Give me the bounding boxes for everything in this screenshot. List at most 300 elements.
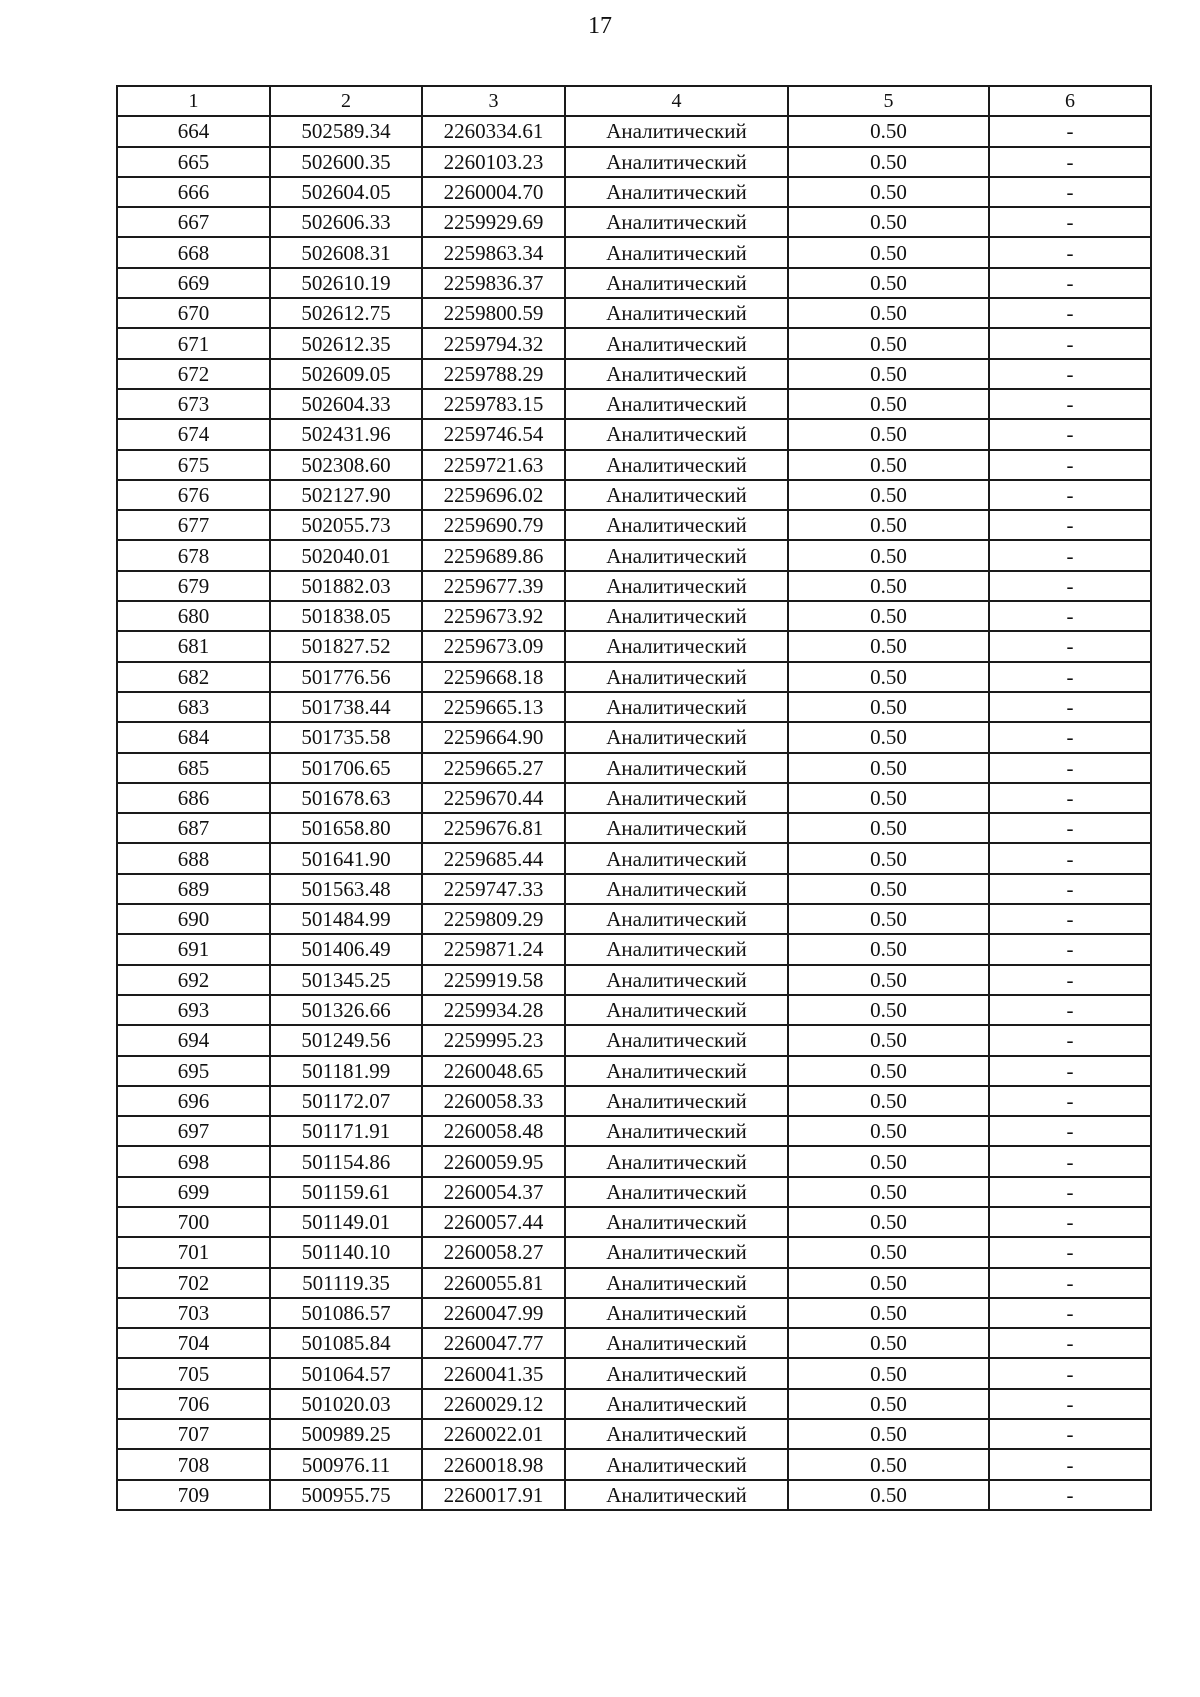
point-number-cell: 678 (117, 540, 270, 570)
accuracy-cell: 0.50 (788, 510, 989, 540)
table-row (117, 874, 1151, 904)
accuracy-cell: 0.50 (788, 692, 989, 722)
accuracy-cell: 0.50 (788, 1116, 989, 1146)
note-cell: - (989, 753, 1151, 783)
x-coordinate-cell: 501085.84 (270, 1328, 422, 1358)
table-row (117, 692, 1151, 722)
accuracy-cell: 0.50 (788, 965, 989, 995)
note-cell: - (989, 389, 1151, 419)
table-row (117, 662, 1151, 692)
point-number-cell: 703 (117, 1298, 270, 1328)
y-coordinate-cell: 2259836.37 (422, 268, 565, 298)
point-number-cell: 671 (117, 328, 270, 358)
x-coordinate-cell: 501086.57 (270, 1298, 422, 1328)
note-cell: - (989, 965, 1151, 995)
x-coordinate-cell: 501181.99 (270, 1056, 422, 1086)
method-cell: Аналитический (565, 601, 788, 631)
table-row (117, 631, 1151, 661)
method-cell: Аналитический (565, 692, 788, 722)
y-coordinate-cell: 2259809.29 (422, 904, 565, 934)
y-coordinate-cell: 2260103.23 (422, 147, 565, 177)
table-body (117, 116, 1151, 1510)
x-coordinate-cell: 501827.52 (270, 631, 422, 661)
page-number: 17 (588, 13, 612, 39)
note-cell: - (989, 1207, 1151, 1237)
table-row (117, 934, 1151, 964)
method-cell: Аналитический (565, 904, 788, 934)
y-coordinate-cell: 2260055.81 (422, 1268, 565, 1298)
accuracy-cell: 0.50 (788, 389, 989, 419)
y-coordinate-cell: 2259995.23 (422, 1025, 565, 1055)
point-number-cell: 704 (117, 1328, 270, 1358)
note-cell: - (989, 813, 1151, 843)
table-row (117, 1237, 1151, 1267)
y-coordinate-cell: 2259670.44 (422, 783, 565, 813)
accuracy-cell: 0.50 (788, 298, 989, 328)
point-number-cell: 696 (117, 1086, 270, 1116)
accuracy-cell: 0.50 (788, 1207, 989, 1237)
y-coordinate-cell: 2259746.54 (422, 419, 565, 449)
x-coordinate-cell: 501119.35 (270, 1268, 422, 1298)
accuracy-cell: 0.50 (788, 1419, 989, 1449)
x-coordinate-cell: 500976.11 (270, 1449, 422, 1479)
point-number-cell: 680 (117, 601, 270, 631)
y-coordinate-cell: 2259783.15 (422, 389, 565, 419)
point-number-cell: 688 (117, 843, 270, 873)
x-coordinate-cell: 502612.35 (270, 328, 422, 358)
method-cell: Аналитический (565, 1177, 788, 1207)
table-row (117, 1298, 1151, 1328)
accuracy-cell: 0.50 (788, 934, 989, 964)
note-cell: - (989, 783, 1151, 813)
table-row (117, 965, 1151, 995)
note-cell: - (989, 450, 1151, 480)
y-coordinate-cell: 2260047.99 (422, 1298, 565, 1328)
y-coordinate-cell: 2259673.92 (422, 601, 565, 631)
point-number-cell: 691 (117, 934, 270, 964)
y-coordinate-cell: 2260022.01 (422, 1419, 565, 1449)
x-coordinate-cell: 501882.03 (270, 571, 422, 601)
table-row (117, 237, 1151, 267)
note-cell: - (989, 1146, 1151, 1176)
point-number-cell: 681 (117, 631, 270, 661)
table-row (117, 116, 1151, 146)
accuracy-cell: 0.50 (788, 843, 989, 873)
y-coordinate-cell: 2259919.58 (422, 965, 565, 995)
y-coordinate-cell: 2259673.09 (422, 631, 565, 661)
column-header-3: 3 (422, 86, 565, 116)
accuracy-cell: 0.50 (788, 904, 989, 934)
x-coordinate-cell: 502606.33 (270, 207, 422, 237)
x-coordinate-cell: 501326.66 (270, 995, 422, 1025)
note-cell: - (989, 1298, 1151, 1328)
point-number-cell: 707 (117, 1419, 270, 1449)
accuracy-cell: 0.50 (788, 1358, 989, 1388)
method-cell: Аналитический (565, 1207, 788, 1237)
point-number-cell: 666 (117, 177, 270, 207)
accuracy-cell: 0.50 (788, 813, 989, 843)
y-coordinate-cell: 2259863.34 (422, 237, 565, 267)
note-cell: - (989, 1056, 1151, 1086)
accuracy-cell: 0.50 (788, 359, 989, 389)
x-coordinate-cell: 501678.63 (270, 783, 422, 813)
note-cell: - (989, 1086, 1151, 1116)
accuracy-cell: 0.50 (788, 1298, 989, 1328)
table-row (117, 510, 1151, 540)
accuracy-cell: 0.50 (788, 116, 989, 146)
x-coordinate-cell: 500989.25 (270, 1419, 422, 1449)
note-cell: - (989, 1389, 1151, 1419)
accuracy-cell: 0.50 (788, 540, 989, 570)
point-number-cell: 698 (117, 1146, 270, 1176)
y-coordinate-cell: 2259677.39 (422, 571, 565, 601)
point-number-cell: 674 (117, 419, 270, 449)
table-row (117, 1056, 1151, 1086)
note-cell: - (989, 1237, 1151, 1267)
point-number-cell: 683 (117, 692, 270, 722)
table-row (117, 1177, 1151, 1207)
y-coordinate-cell: 2259665.27 (422, 753, 565, 783)
note-cell: - (989, 359, 1151, 389)
point-number-cell: 709 (117, 1480, 270, 1510)
method-cell: Аналитический (565, 753, 788, 783)
x-coordinate-cell: 502604.33 (270, 389, 422, 419)
y-coordinate-cell: 2259794.32 (422, 328, 565, 358)
note-cell: - (989, 692, 1151, 722)
note-cell: - (989, 480, 1151, 510)
x-coordinate-cell: 502040.01 (270, 540, 422, 570)
method-cell: Аналитический (565, 1116, 788, 1146)
method-cell: Аналитический (565, 1056, 788, 1086)
method-cell: Аналитический (565, 268, 788, 298)
table-row (117, 147, 1151, 177)
table-row (117, 328, 1151, 358)
x-coordinate-cell: 501064.57 (270, 1358, 422, 1388)
x-coordinate-cell: 502600.35 (270, 147, 422, 177)
table-row (117, 268, 1151, 298)
x-coordinate-cell: 501484.99 (270, 904, 422, 934)
note-cell: - (989, 1358, 1151, 1388)
y-coordinate-cell: 2260047.77 (422, 1328, 565, 1358)
method-cell: Аналитический (565, 207, 788, 237)
point-number-cell: 679 (117, 571, 270, 601)
method-cell: Аналитический (565, 783, 788, 813)
x-coordinate-cell: 501345.25 (270, 965, 422, 995)
accuracy-cell: 0.50 (788, 995, 989, 1025)
y-coordinate-cell: 2260018.98 (422, 1449, 565, 1479)
note-cell: - (989, 722, 1151, 752)
method-cell: Аналитический (565, 480, 788, 510)
method-cell: Аналитический (565, 1328, 788, 1358)
note-cell: - (989, 328, 1151, 358)
method-cell: Аналитический (565, 1389, 788, 1419)
x-coordinate-cell: 502609.05 (270, 359, 422, 389)
y-coordinate-cell: 2260004.70 (422, 177, 565, 207)
table-row (117, 1268, 1151, 1298)
accuracy-cell: 0.50 (788, 1389, 989, 1419)
point-number-cell: 664 (117, 116, 270, 146)
point-number-cell: 673 (117, 389, 270, 419)
accuracy-cell: 0.50 (788, 1328, 989, 1358)
point-number-cell: 695 (117, 1056, 270, 1086)
note-cell: - (989, 237, 1151, 267)
method-cell: Аналитический (565, 419, 788, 449)
y-coordinate-cell: 2259676.81 (422, 813, 565, 843)
accuracy-cell: 0.50 (788, 1146, 989, 1176)
note-cell: - (989, 419, 1151, 449)
point-number-cell: 693 (117, 995, 270, 1025)
table-row (117, 1449, 1151, 1479)
table-row (117, 1389, 1151, 1419)
x-coordinate-cell: 502055.73 (270, 510, 422, 540)
coordinates-table (116, 85, 1152, 1511)
table-row (117, 1146, 1151, 1176)
method-cell: Аналитический (565, 662, 788, 692)
accuracy-cell: 0.50 (788, 1480, 989, 1510)
point-number-cell: 672 (117, 359, 270, 389)
y-coordinate-cell: 2259690.79 (422, 510, 565, 540)
point-number-cell: 705 (117, 1358, 270, 1388)
column-header-4: 4 (565, 86, 788, 116)
method-cell: Аналитический (565, 1025, 788, 1055)
point-number-cell: 692 (117, 965, 270, 995)
method-cell: Аналитический (565, 843, 788, 873)
table-row (117, 571, 1151, 601)
x-coordinate-cell: 502610.19 (270, 268, 422, 298)
note-cell: - (989, 510, 1151, 540)
point-number-cell: 689 (117, 874, 270, 904)
method-cell: Аналитический (565, 1146, 788, 1176)
accuracy-cell: 0.50 (788, 419, 989, 449)
accuracy-cell: 0.50 (788, 450, 989, 480)
y-coordinate-cell: 2259664.90 (422, 722, 565, 752)
y-coordinate-cell: 2260334.61 (422, 116, 565, 146)
table-row (117, 450, 1151, 480)
method-cell: Аналитический (565, 965, 788, 995)
note-cell: - (989, 1449, 1151, 1479)
x-coordinate-cell: 502431.96 (270, 419, 422, 449)
accuracy-cell: 0.50 (788, 631, 989, 661)
table-row (117, 843, 1151, 873)
note-cell: - (989, 298, 1151, 328)
y-coordinate-cell: 2260029.12 (422, 1389, 565, 1419)
note-cell: - (989, 268, 1151, 298)
column-header-1: 1 (117, 86, 270, 116)
table-row (117, 783, 1151, 813)
point-number-cell: 708 (117, 1449, 270, 1479)
method-cell: Аналитический (565, 874, 788, 904)
method-cell: Аналитический (565, 298, 788, 328)
point-number-cell: 667 (117, 207, 270, 237)
y-coordinate-cell: 2260058.27 (422, 1237, 565, 1267)
table-row (117, 1207, 1151, 1237)
accuracy-cell: 0.50 (788, 328, 989, 358)
accuracy-cell: 0.50 (788, 237, 989, 267)
y-coordinate-cell: 2259788.29 (422, 359, 565, 389)
method-cell: Аналитический (565, 1358, 788, 1388)
table-row (117, 207, 1151, 237)
y-coordinate-cell: 2259721.63 (422, 450, 565, 480)
x-coordinate-cell: 501172.07 (270, 1086, 422, 1116)
accuracy-cell: 0.50 (788, 874, 989, 904)
table-row (117, 389, 1151, 419)
table-row (117, 177, 1151, 207)
accuracy-cell: 0.50 (788, 1449, 989, 1479)
x-coordinate-cell: 502604.05 (270, 177, 422, 207)
x-coordinate-cell: 501735.58 (270, 722, 422, 752)
table-row (117, 753, 1151, 783)
method-cell: Аналитический (565, 510, 788, 540)
note-cell: - (989, 1177, 1151, 1207)
table-row (117, 1086, 1151, 1116)
method-cell: Аналитический (565, 934, 788, 964)
method-cell: Аналитический (565, 1237, 788, 1267)
table-row (117, 359, 1151, 389)
method-cell: Аналитический (565, 722, 788, 752)
table-row (117, 722, 1151, 752)
x-coordinate-cell: 501406.49 (270, 934, 422, 964)
point-number-cell: 665 (117, 147, 270, 177)
x-coordinate-cell: 501641.90 (270, 843, 422, 873)
table-row (117, 904, 1151, 934)
point-number-cell: 694 (117, 1025, 270, 1055)
table-row (117, 1419, 1151, 1449)
accuracy-cell: 0.50 (788, 1177, 989, 1207)
note-cell: - (989, 177, 1151, 207)
x-coordinate-cell: 501154.86 (270, 1146, 422, 1176)
y-coordinate-cell: 2260059.95 (422, 1146, 565, 1176)
method-cell: Аналитический (565, 540, 788, 570)
note-cell: - (989, 147, 1151, 177)
y-coordinate-cell: 2259800.59 (422, 298, 565, 328)
y-coordinate-cell: 2259934.28 (422, 995, 565, 1025)
point-number-cell: 685 (117, 753, 270, 783)
table-row (117, 995, 1151, 1025)
x-coordinate-cell: 501149.01 (270, 1207, 422, 1237)
accuracy-cell: 0.50 (788, 571, 989, 601)
accuracy-cell: 0.50 (788, 207, 989, 237)
y-coordinate-cell: 2259747.33 (422, 874, 565, 904)
header-row (117, 86, 1151, 116)
method-cell: Аналитический (565, 147, 788, 177)
method-cell: Аналитический (565, 450, 788, 480)
y-coordinate-cell: 2260054.37 (422, 1177, 565, 1207)
accuracy-cell: 0.50 (788, 601, 989, 631)
table-row (117, 419, 1151, 449)
note-cell: - (989, 843, 1151, 873)
method-cell: Аналитический (565, 359, 788, 389)
accuracy-cell: 0.50 (788, 1025, 989, 1055)
point-number-cell: 669 (117, 268, 270, 298)
table-row (117, 480, 1151, 510)
y-coordinate-cell: 2260041.35 (422, 1358, 565, 1388)
note-cell: - (989, 874, 1151, 904)
table-row (117, 813, 1151, 843)
point-number-cell: 702 (117, 1268, 270, 1298)
note-cell: - (989, 116, 1151, 146)
note-cell: - (989, 207, 1151, 237)
column-header-5: 5 (788, 86, 989, 116)
note-cell: - (989, 571, 1151, 601)
note-cell: - (989, 1419, 1151, 1449)
accuracy-cell: 0.50 (788, 147, 989, 177)
x-coordinate-cell: 501140.10 (270, 1237, 422, 1267)
method-cell: Аналитический (565, 571, 788, 601)
note-cell: - (989, 1268, 1151, 1298)
point-number-cell: 670 (117, 298, 270, 328)
x-coordinate-cell: 501738.44 (270, 692, 422, 722)
method-cell: Аналитический (565, 116, 788, 146)
method-cell: Аналитический (565, 1298, 788, 1328)
x-coordinate-cell: 501159.61 (270, 1177, 422, 1207)
note-cell: - (989, 540, 1151, 570)
y-coordinate-cell: 2259929.69 (422, 207, 565, 237)
table-row (117, 1358, 1151, 1388)
method-cell: Аналитический (565, 1268, 788, 1298)
column-header-2: 2 (270, 86, 422, 116)
table-row (117, 540, 1151, 570)
y-coordinate-cell: 2259696.02 (422, 480, 565, 510)
table-row (117, 1328, 1151, 1358)
note-cell: - (989, 601, 1151, 631)
table-row (117, 1116, 1151, 1146)
point-number-cell: 701 (117, 1237, 270, 1267)
point-number-cell: 675 (117, 450, 270, 480)
point-number-cell: 684 (117, 722, 270, 752)
x-coordinate-cell: 502589.34 (270, 116, 422, 146)
point-number-cell: 686 (117, 783, 270, 813)
note-cell: - (989, 631, 1151, 661)
accuracy-cell: 0.50 (788, 1056, 989, 1086)
table-row (117, 1480, 1151, 1510)
note-cell: - (989, 934, 1151, 964)
point-number-cell: 682 (117, 662, 270, 692)
y-coordinate-cell: 2260058.33 (422, 1086, 565, 1116)
method-cell: Аналитический (565, 389, 788, 419)
column-header-6: 6 (989, 86, 1151, 116)
method-cell: Аналитический (565, 328, 788, 358)
accuracy-cell: 0.50 (788, 662, 989, 692)
x-coordinate-cell: 502612.75 (270, 298, 422, 328)
note-cell: - (989, 904, 1151, 934)
method-cell: Аналитический (565, 813, 788, 843)
table-header (117, 86, 1151, 116)
method-cell: Аналитический (565, 1086, 788, 1116)
point-number-cell: 676 (117, 480, 270, 510)
point-number-cell: 700 (117, 1207, 270, 1237)
point-number-cell: 706 (117, 1389, 270, 1419)
accuracy-cell: 0.50 (788, 1268, 989, 1298)
x-coordinate-cell: 501658.80 (270, 813, 422, 843)
x-coordinate-cell: 501020.03 (270, 1389, 422, 1419)
x-coordinate-cell: 501171.91 (270, 1116, 422, 1146)
x-coordinate-cell: 502127.90 (270, 480, 422, 510)
method-cell: Аналитический (565, 631, 788, 661)
y-coordinate-cell: 2259668.18 (422, 662, 565, 692)
x-coordinate-cell: 501776.56 (270, 662, 422, 692)
y-coordinate-cell: 2259665.13 (422, 692, 565, 722)
table-row (117, 601, 1151, 631)
x-coordinate-cell: 501249.56 (270, 1025, 422, 1055)
accuracy-cell: 0.50 (788, 177, 989, 207)
accuracy-cell: 0.50 (788, 268, 989, 298)
x-coordinate-cell: 501706.65 (270, 753, 422, 783)
x-coordinate-cell: 500955.75 (270, 1480, 422, 1510)
point-number-cell: 690 (117, 904, 270, 934)
note-cell: - (989, 995, 1151, 1025)
y-coordinate-cell: 2259871.24 (422, 934, 565, 964)
x-coordinate-cell: 501563.48 (270, 874, 422, 904)
